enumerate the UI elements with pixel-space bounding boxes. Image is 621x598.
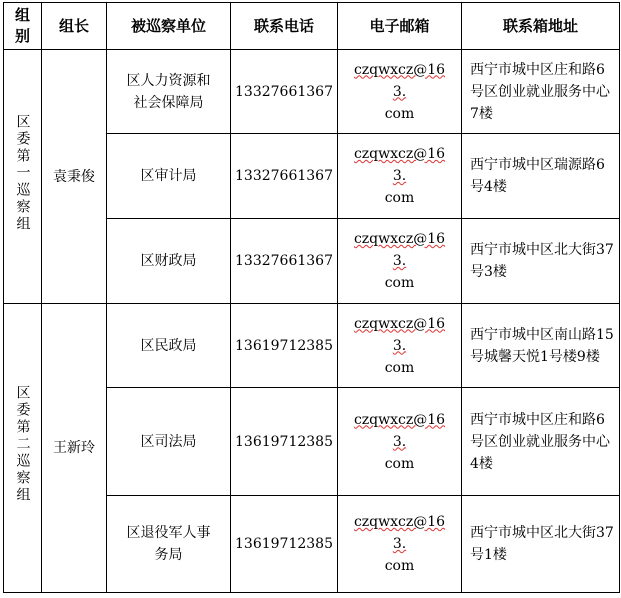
- table-row: [4, 50, 620, 134]
- email-cell[interactable]: czqwxcz@163. com: [338, 134, 462, 219]
- phone-cell: 13619712385: [231, 496, 338, 593]
- header-group: 组别: [4, 3, 42, 50]
- header-email: 电子邮箱: [338, 3, 462, 50]
- address-cell: 西宁市城中区北大街37号1楼: [462, 496, 620, 593]
- email-cell[interactable]: czqwxcz@163. com: [338, 50, 462, 134]
- address-cell: 西宁市城中区庄和路6号区创业就业服务中心4楼: [462, 388, 620, 496]
- email-cell[interactable]: czqwxcz@163. com: [338, 219, 462, 304]
- email-cell[interactable]: czqwxcz@163. com: [338, 388, 462, 496]
- address-cell: 西宁市城中区北大街37号3楼: [462, 219, 620, 304]
- unit-cell: 区人力资源和社会保障局: [107, 50, 231, 134]
- address-cell: 西宁市城中区南山路15号城馨天悦1号楼9楼: [462, 304, 620, 388]
- unit-cell: 区财政局: [107, 219, 231, 304]
- unit-cell: 区审计局: [107, 134, 231, 219]
- phone-cell: 13327661367: [231, 134, 338, 219]
- group-name-cell: 区委第一巡察组: [4, 50, 42, 304]
- header-address: 联系箱地址: [462, 3, 620, 50]
- phone-cell: 13327661367: [231, 50, 338, 134]
- phone-cell: 13327661367: [231, 219, 338, 304]
- group-leader-cell: 袁秉俊: [42, 50, 107, 304]
- header-unit: 被巡察单位: [107, 3, 231, 50]
- header-leader: 组长: [42, 3, 107, 50]
- group-name-cell: 区委第二巡察组: [4, 304, 42, 593]
- phone-cell: 13619712385: [231, 304, 338, 388]
- table-row: [4, 304, 620, 388]
- header-phone: 联系电话: [231, 3, 338, 50]
- unit-cell: 区司法局: [107, 388, 231, 496]
- address-cell: 西宁市城中区庄和路6号区创业就业服务中心7楼: [462, 50, 620, 134]
- email-cell[interactable]: czqwxcz@163. com: [338, 304, 462, 388]
- group-leader-cell: 王新玲: [42, 304, 107, 593]
- address-cell: 西宁市城中区瑞源路6号4楼: [462, 134, 620, 219]
- unit-cell: 区退役军人事务局: [107, 496, 231, 593]
- phone-cell: 13619712385: [231, 388, 338, 496]
- unit-cell: 区民政局: [107, 304, 231, 388]
- email-cell[interactable]: czqwxcz@163. com: [338, 496, 462, 593]
- header-row: [4, 3, 620, 50]
- inspection-contact-table: [3, 2, 620, 593]
